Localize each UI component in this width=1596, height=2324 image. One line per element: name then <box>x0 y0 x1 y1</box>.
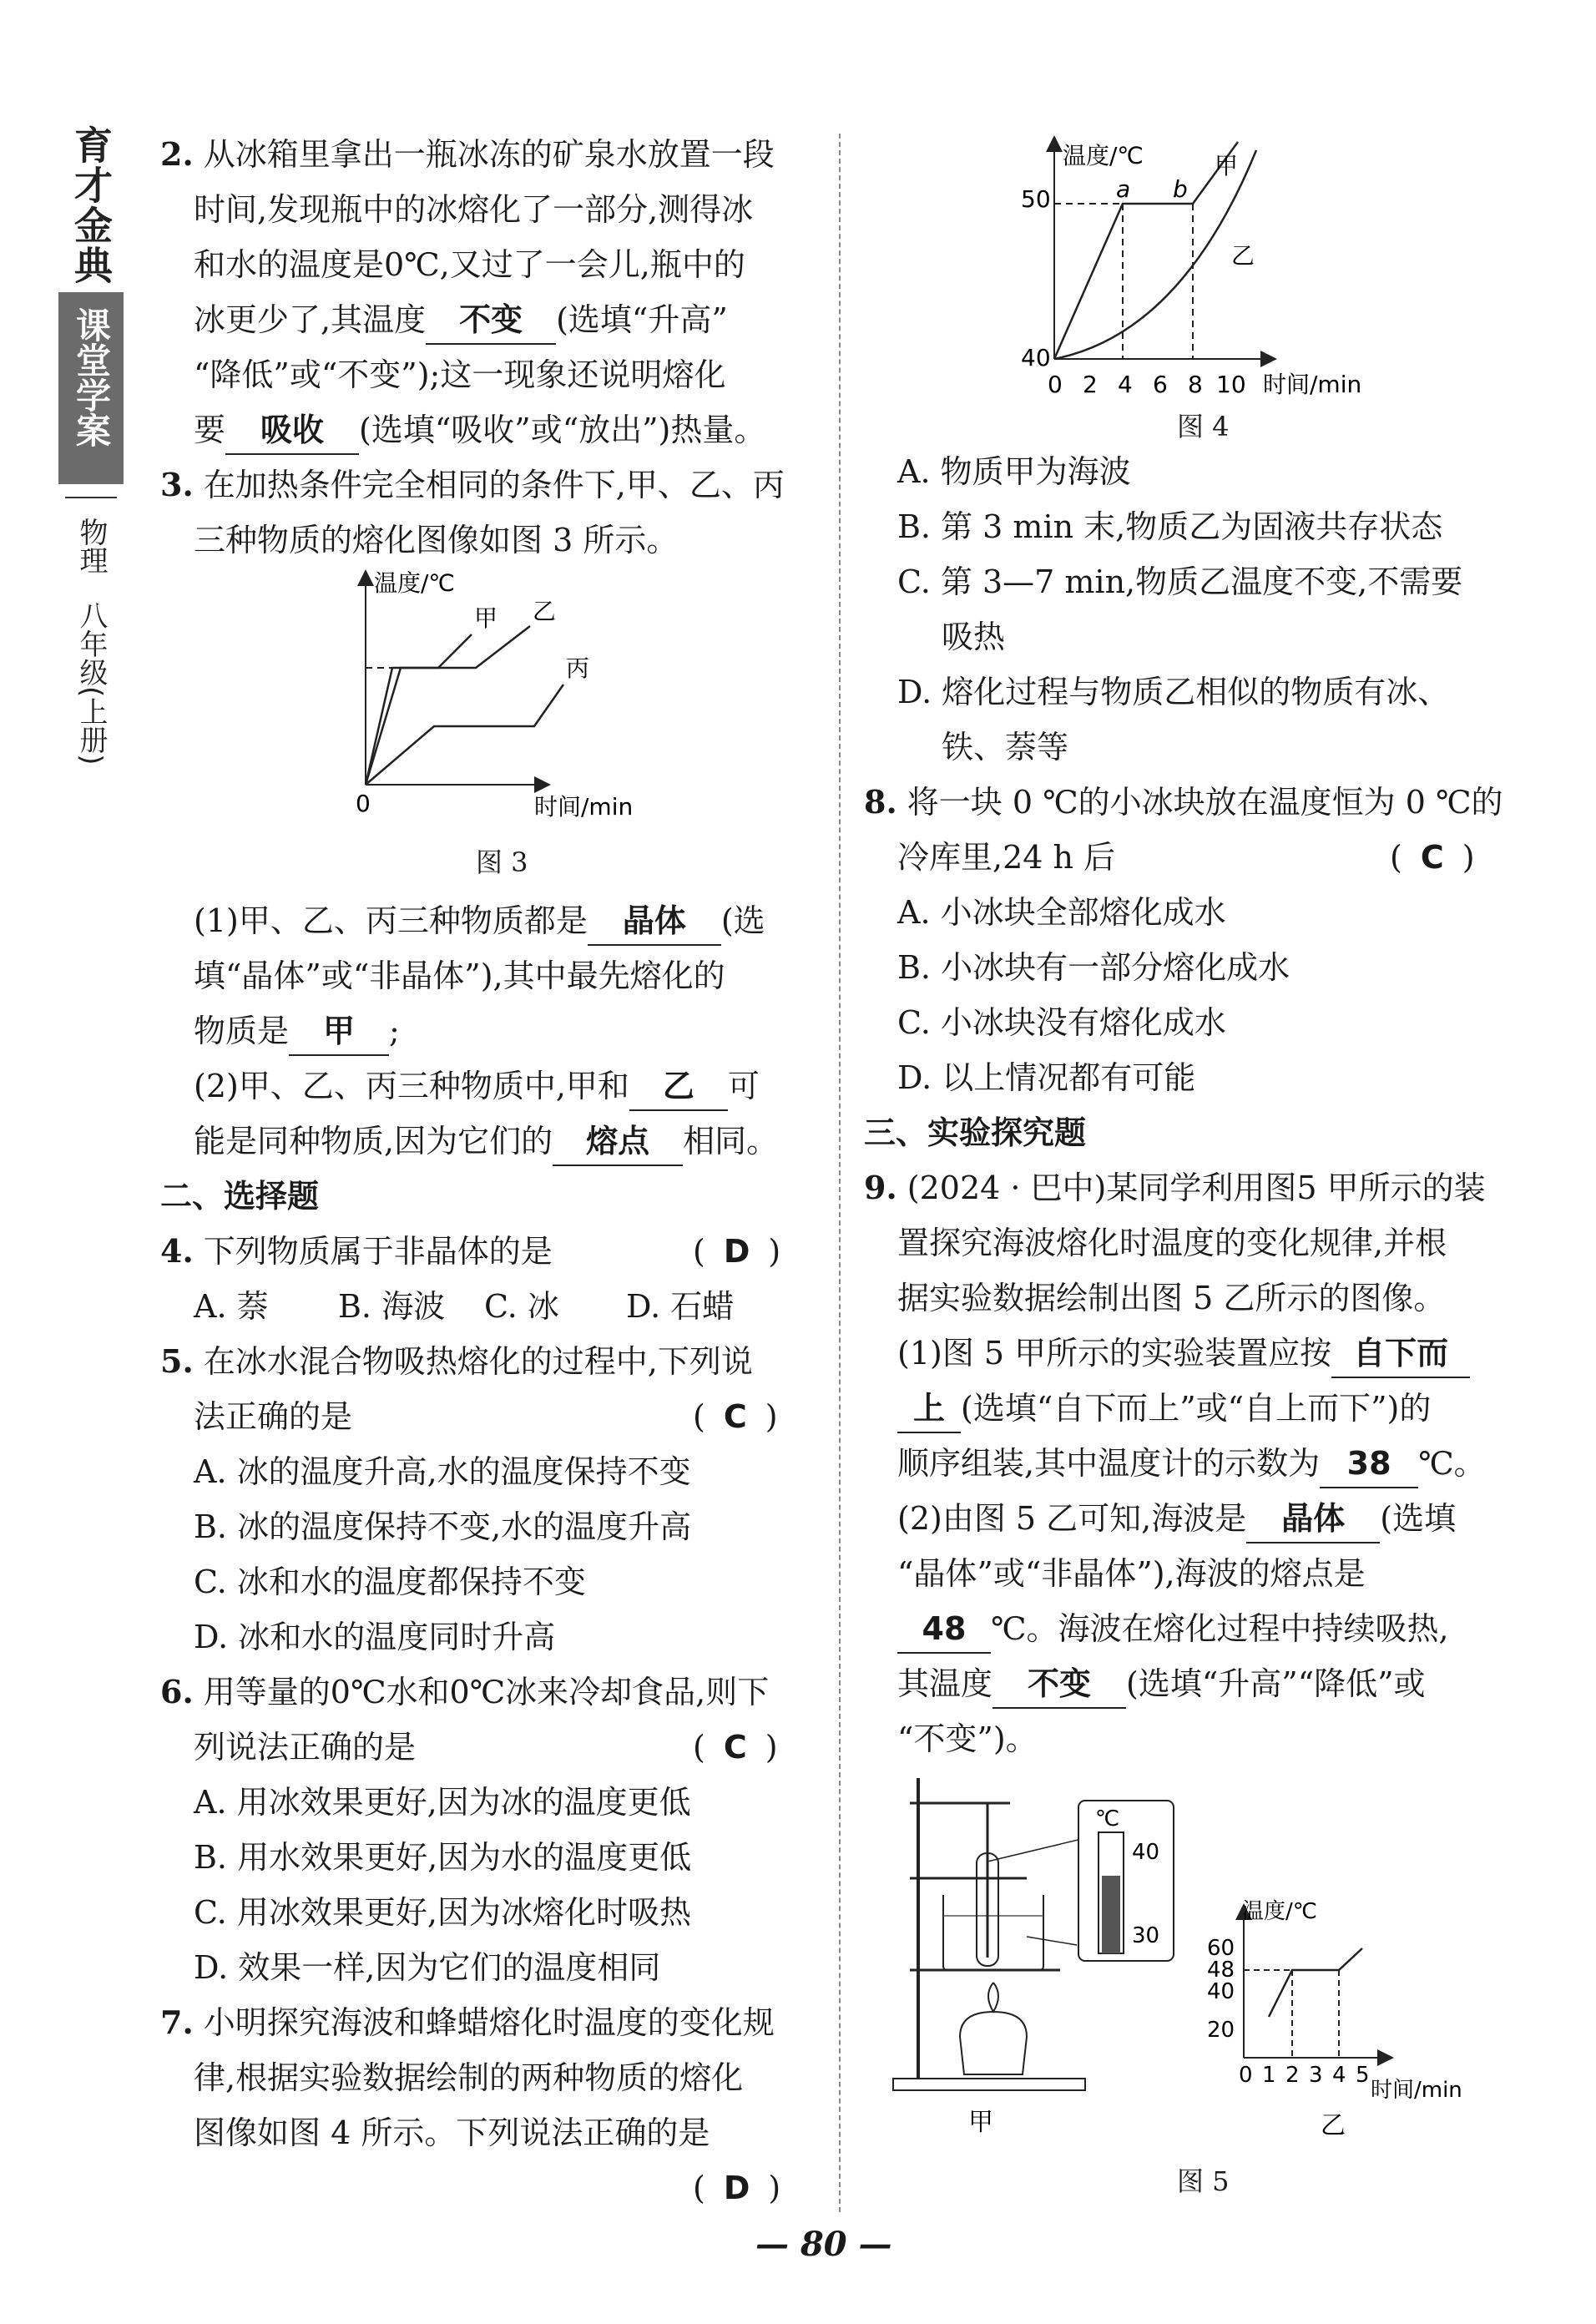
q7-opt-b[interactable]: B. 第 3 min 末,物质乙为固液共存状态 <box>897 508 1443 545</box>
q9-p1-pre: (1)图 5 甲所示的实验装置应按 <box>897 1335 1332 1372</box>
therm-tick-30: 30 <box>1132 1923 1160 1948</box>
q9-text-1: (2024 · 巴中)某同学利用图5 甲所示的装 <box>907 1170 1486 1206</box>
brand-title <box>65 125 117 285</box>
subject-text: 物理 <box>74 518 108 574</box>
q6-stem-1: 6. 用等量的0℃水和0℃冰来冷却食品,则下 <box>160 1673 770 1710</box>
fig5-xlabel: 时间/min <box>1371 2078 1462 2103</box>
q2-line-6 <box>194 402 765 457</box>
q3-p1-l3-post: ; <box>389 1013 400 1049</box>
therm-unit: ℃ <box>1095 1806 1120 1831</box>
figure-5b-chart <box>1202 1887 1519 2162</box>
fig4-point-a: a <box>1116 175 1131 203</box>
q8-answer-box: ( C ) <box>1390 839 1475 876</box>
alcohol-lamp <box>960 2012 1027 2074</box>
q3-answer-4[interactable]: 熔点 <box>553 1118 683 1166</box>
q9-p1-line-3 <box>897 1436 1486 1491</box>
fig5-xtick-5: 5 <box>1356 2063 1370 2088</box>
fig5-sub-b: 乙 <box>1321 2111 1346 2140</box>
q9-p1-l3-pre: 顺序组装,其中温度计的示数为 <box>897 1445 1321 1482</box>
q9-p2-l4-post: (选填“升高”“降低”或 <box>1126 1665 1426 1702</box>
page-number-text: 80 <box>800 2225 847 2264</box>
q4-answer-box: ( D ) <box>693 1233 781 1270</box>
q2-l6-pre: 要 <box>194 412 226 448</box>
thermometer-zoom <box>1077 1799 1177 1966</box>
fig5-ytick-60: 60 <box>1207 1936 1235 1961</box>
q9-p2-pre: (2)由图 5 乙可知,海波是 <box>897 1500 1247 1537</box>
column-divider <box>839 134 841 2212</box>
q7-opt-c[interactable]: C. 第 3—7 min,物质乙温度不变,不需要 <box>897 563 1463 600</box>
q8-opt-d[interactable]: D. 以上情况都有可能 <box>897 1059 1196 1096</box>
q6-answer-box: ( C ) <box>693 1729 778 1766</box>
fig5-ytick-48: 48 <box>1207 1958 1235 1983</box>
q3-p1-line-1 <box>194 893 765 948</box>
q4-opt-c[interactable]: C. 冰 <box>484 1288 559 1325</box>
fig4-caption: 图 4 <box>1177 411 1230 442</box>
q4-opt-b[interactable]: B. 海波 <box>338 1288 446 1325</box>
q2-line-1: 2. 从冰箱里拿出一瓶冰冻的矿泉水放置一段 <box>160 135 775 173</box>
q9-p2-line-3 <box>897 1601 1449 1656</box>
banner-text: 课堂学案 <box>71 307 112 447</box>
q2-l6-post: (选填“吸收”或“放出”)热量。 <box>359 412 766 448</box>
q5-opt-d[interactable]: D. 冰和水的温度同时升高 <box>194 1619 556 1655</box>
q4-stem: 4. 下列物质属于非晶体的是 <box>160 1232 553 1270</box>
page-number: — 80 — <box>755 2225 892 2264</box>
q8-opt-c[interactable]: C. 小冰块没有熔化成水 <box>897 1004 1226 1041</box>
therm-tick-40: 40 <box>1132 1840 1160 1865</box>
q9-line-2: 置探究海波熔化时温度的变化规律,并根 <box>897 1225 1447 1261</box>
q7-answer-box: ( D ) <box>693 2170 781 2206</box>
fig4-curve-jia <box>1054 142 1238 359</box>
q8-opt-b[interactable]: B. 小冰块有一部分熔化成水 <box>897 949 1290 986</box>
fig4-point-b: b <box>1173 175 1188 203</box>
fig4-ytick-40: 40 <box>1021 344 1051 371</box>
q2-line-4 <box>194 292 728 347</box>
fig3-ylabel: 温度/℃ <box>374 569 455 597</box>
figure-3-chart <box>326 559 676 826</box>
q9-answer-1b[interactable]: 上 <box>897 1385 961 1433</box>
q9-answer-4[interactable]: 48 <box>897 1605 991 1654</box>
q3-p2-pre: (2)甲、乙、丙三种物质中,甲和 <box>194 1068 629 1104</box>
fig4-xtick-6: 6 <box>1153 371 1168 398</box>
fig5-sub-a: 甲 <box>968 2108 993 2137</box>
q3-p2-l2-post: 相同。 <box>683 1123 779 1159</box>
q9-p1-l2-post: (选填“自下而上”或“自上而下”)的 <box>961 1390 1432 1427</box>
q5-stem-text: 在冰水混合物吸热熔化的过程中,下列说 <box>203 1343 753 1380</box>
subject-label <box>70 518 112 574</box>
fig3-curve-jia <box>366 634 472 785</box>
fig3-xlabel: 时间/min <box>534 793 634 821</box>
q2-l4-pre: 冰更少了,其温度 <box>194 301 427 338</box>
q3-line-2: 三种物质的熔化图像如图 3 所示。 <box>194 522 679 558</box>
q7-line-1: 7. 小明探究海波和蜂蜡熔化时温度的变化规 <box>160 2003 775 2041</box>
q5-stem-2: 法正确的是 <box>194 1398 353 1435</box>
q3-answer-2[interactable]: 甲 <box>289 1008 389 1056</box>
q3-answer-3[interactable]: 乙 <box>629 1063 728 1111</box>
fig5-xtick-3: 3 <box>1309 2063 1323 2088</box>
q9-p1-l3-post: ℃。 <box>1418 1445 1486 1482</box>
q9-answer-5[interactable]: 不变 <box>992 1660 1126 1709</box>
fig5-xtick-4: 4 <box>1332 2063 1346 2088</box>
grade-label <box>70 601 112 765</box>
fig4-xlabel: 时间/min <box>1263 371 1362 398</box>
q2-text-1: 从冰箱里拿出一瓶冰冻的矿泉水放置一段 <box>203 136 775 173</box>
q2-answer-1[interactable]: 不变 <box>426 296 556 345</box>
q6-opt-a[interactable]: A. 用冰效果更好,因为冰的温度更低 <box>194 1784 691 1821</box>
q3-p2-line-2 <box>194 1114 778 1169</box>
q4-opt-d[interactable]: D. 石蜡 <box>626 1288 735 1325</box>
fig4-xtick-2: 2 <box>1083 371 1098 398</box>
q2-line-5: “降低”或“不变”);这一现象还说明熔化 <box>194 356 726 393</box>
haibo-leader <box>1027 1937 1077 1945</box>
q7-text-1: 小明探究海波和蜂蜡熔化时温度的变化规 <box>203 2004 775 2041</box>
fig3-origin: 0 <box>356 790 371 817</box>
q8-stem-1: 8. 将一块 0 ℃的小冰块放在温度恒为 0 ℃的 <box>864 783 1503 821</box>
q6-stem-2: 列说法正确的是 <box>194 1729 417 1766</box>
fig5-ytick-20: 20 <box>1207 2018 1235 2043</box>
q5-answer[interactable]: C <box>723 1398 747 1435</box>
fig4-xtick-0: 0 <box>1048 371 1063 398</box>
stand-base <box>893 2079 1085 2090</box>
fig5-xtick-0: 0 <box>1239 2063 1253 2088</box>
q7-answer[interactable]: D <box>723 2170 750 2206</box>
q2-answer-2[interactable]: 吸收 <box>225 407 359 455</box>
q9-p2-line-1 <box>897 1491 1456 1546</box>
fig4-label-yi: 乙 <box>1231 242 1255 270</box>
section-3-title: 三、实验探究题 <box>864 1114 1087 1151</box>
fig5-ylabel: 温度/℃ <box>1242 1899 1317 1924</box>
fig4-ytick-50: 50 <box>1021 185 1051 213</box>
q9-p2-post: (选填 <box>1380 1500 1457 1537</box>
q8-stem-text: 将一块 0 ℃的小冰块放在温度恒为 0 ℃的 <box>907 784 1503 821</box>
fig3-curve-yi <box>366 626 530 785</box>
side-rule <box>65 497 117 498</box>
fig4-ylabel: 温度/℃ <box>1063 142 1144 169</box>
q3-line-1: 3. 在加热条件完全相同的条件下,甲、乙、丙 <box>160 466 785 503</box>
q5-opt-a[interactable]: A. 冰的温度升高,水的温度保持不变 <box>194 1453 691 1490</box>
q3-p1-l3-pre: 物质是 <box>194 1013 290 1049</box>
q3-p1-line-2: 填“晶体”或“非晶体”),其中最先熔化的 <box>194 957 725 994</box>
q9-line-1: 9. (2024 · 巴中)某同学利用图5 甲所示的装 <box>864 1169 1486 1206</box>
q3-p2-post: 可 <box>727 1068 760 1104</box>
q5-stem-1: 5. 在冰水混合物吸热熔化的过程中,下列说 <box>160 1342 753 1380</box>
fig4-label-jia: 甲 <box>1215 152 1239 179</box>
figure-4-chart <box>1014 134 1415 409</box>
q7-line-3: 图像如图 4 所示。下列说法正确的是 <box>194 2114 710 2151</box>
q9-answer-1a[interactable]: 自下而 <box>1331 1330 1470 1378</box>
q5-answer-box: ( C ) <box>693 1398 778 1435</box>
grade-text: 八年级(上册) <box>74 601 108 765</box>
q9-p1-line-2 <box>897 1381 1431 1436</box>
fig3-caption: 图 3 <box>476 846 528 878</box>
q8-answer[interactable]: C <box>1420 839 1444 876</box>
q3-p1-post: (选 <box>720 902 765 939</box>
q6-answer[interactable]: C <box>723 1729 747 1766</box>
q9-p2-line-5: “不变”)。 <box>897 1720 1038 1757</box>
q7-opt-a[interactable]: A. 物质甲为海波 <box>897 453 1131 490</box>
q7-opt-d-cont: 铁、萘等 <box>942 729 1069 765</box>
q4-answer[interactable]: D <box>723 1233 750 1270</box>
q9-answer-2[interactable]: 38 <box>1320 1440 1418 1488</box>
therm-liquid <box>1102 1876 1120 1953</box>
fig5-xtick-2: 2 <box>1285 2063 1300 2088</box>
q6-stem-text: 用等量的0℃水和0℃冰来冷却食品,则下 <box>203 1674 770 1710</box>
q7-opt-d[interactable]: D. 熔化过程与物质乙相似的物质有冰、 <box>897 674 1450 710</box>
fig5-caption: 图 5 <box>1177 2165 1230 2197</box>
q3-p1-line-3 <box>194 1003 400 1058</box>
fig3-label-yi: 乙 <box>533 598 557 625</box>
brand-text: 育才金典 <box>68 125 114 285</box>
q8-opt-a[interactable]: A. 小冰块全部熔化成水 <box>897 894 1226 931</box>
fig3-curve-bing <box>366 685 563 785</box>
fig4-xtick-4: 4 <box>1118 371 1133 398</box>
q6-opt-d[interactable]: D. 效果一样,因为它们的温度相同 <box>194 1949 661 1986</box>
q9-line-3: 据实验数据绘制出图 5 乙所示的图像。 <box>897 1280 1446 1316</box>
banner-box <box>58 292 124 484</box>
fig4-xtick-10: 10 <box>1216 371 1246 398</box>
q9-p2-l4-pre: 其温度 <box>897 1665 993 1702</box>
q3-text-1: 在加热条件完全相同的条件下,甲、乙、丙 <box>203 467 785 503</box>
q9-p2-l3-post: ℃。海波在熔化过程中持续吸热, <box>991 1610 1449 1647</box>
q3-p2-l2-pre: 能是同种物质,因为它们的 <box>194 1123 553 1159</box>
beaker <box>943 1895 1043 1970</box>
q5-opt-c[interactable]: C. 冰和水的温度都保持不变 <box>194 1564 586 1600</box>
q3-p1-pre: (1)甲、乙、丙三种物质都是 <box>194 902 588 939</box>
q9-p1-line-1 <box>897 1326 1470 1381</box>
q6-opt-b[interactable]: B. 用水效果更好,因为水的温度更低 <box>194 1839 692 1876</box>
q7-line-2: 律,根据实验数据绘制的两种物质的熔化 <box>194 2059 744 2096</box>
fig5-curve <box>1269 1948 1362 2017</box>
fig4-curve-yi <box>1054 150 1256 359</box>
q6-opt-c[interactable]: C. 用冰效果更好,因为冰熔化时吸热 <box>194 1894 691 1931</box>
q2-line-3: 和水的温度是0℃,又过了一会儿,瓶中的 <box>194 246 745 283</box>
fig3-label-bing: 丙 <box>566 654 590 682</box>
q9-p2-line-2: “晶体”或“非晶体”),海波的熔点是 <box>897 1555 1366 1592</box>
flame-icon <box>988 1983 998 2012</box>
q2-line-2: 时间,发现瓶中的冰熔化了一部分,测得冰 <box>194 191 754 228</box>
fig5-xtick-1: 1 <box>1262 2063 1276 2088</box>
q9-answer-3[interactable]: 晶体 <box>1246 1495 1380 1543</box>
q4-stem-text: 下列物质属于非晶体的是 <box>203 1233 553 1270</box>
fig3-label-jia: 甲 <box>474 604 498 632</box>
figure-5a-apparatus <box>885 1770 1235 2154</box>
q9-p2-line-4 <box>897 1656 1426 1711</box>
q2-l4-post: (选填“升高” <box>556 301 728 338</box>
q8-stem-2: 冷库里,24 h 后 <box>897 839 1116 876</box>
q3-p2-line-1 <box>194 1058 760 1114</box>
q5-opt-b[interactable]: B. 冰的温度保持不变,水的温度升高 <box>194 1508 692 1545</box>
fig5-ytick-40: 40 <box>1207 1979 1235 2004</box>
fig4-xtick-8: 8 <box>1188 371 1203 398</box>
q3-answer-1[interactable]: 晶体 <box>588 897 721 946</box>
section-2-title: 二、选择题 <box>160 1178 320 1215</box>
q4-opt-a[interactable]: A. 萘 <box>194 1288 269 1325</box>
q7-opt-c-cont: 吸热 <box>942 619 1006 655</box>
